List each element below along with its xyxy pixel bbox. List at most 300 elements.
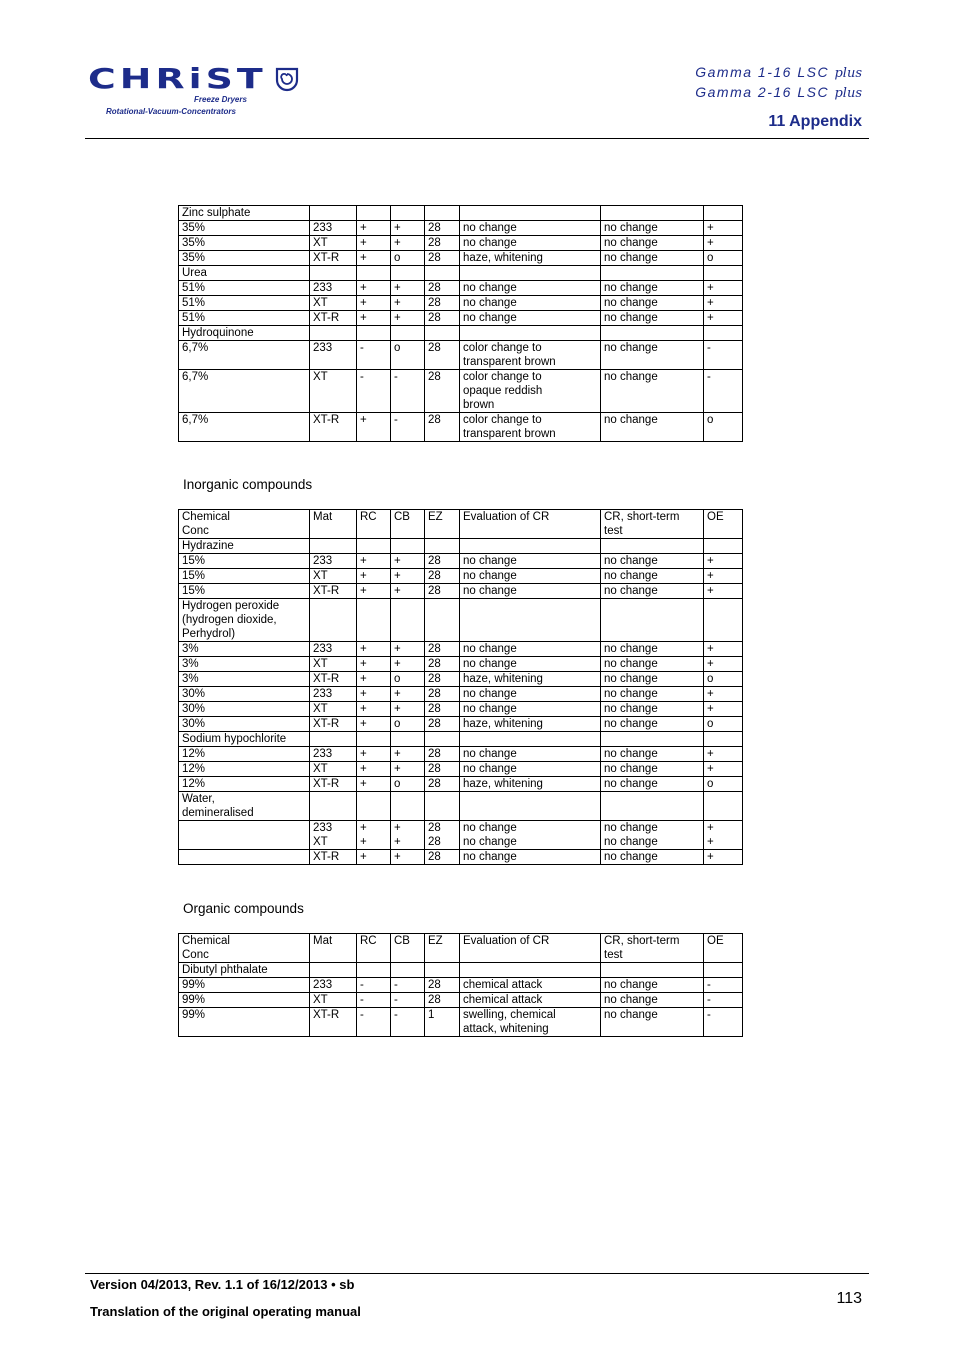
table-cell: + <box>391 702 425 717</box>
table-cell: XT-R <box>310 251 357 266</box>
table-cell: + <box>357 569 391 584</box>
table-cell <box>310 732 357 747</box>
table-cell: + <box>704 296 743 311</box>
logo-wordmark: CHRiST <box>88 62 267 95</box>
table-cell <box>704 326 743 341</box>
table-cell: + <box>357 584 391 599</box>
table-cell <box>310 326 357 341</box>
table-cell: + <box>704 311 743 326</box>
table-cell: + <box>391 850 425 865</box>
table-cell: XT <box>310 762 357 777</box>
table-cell: XT-R <box>310 413 357 442</box>
table-header-cell: Chemical Conc <box>179 934 310 963</box>
table-cell: + <box>391 657 425 672</box>
table-row <box>179 777 743 792</box>
table-cell <box>391 792 425 821</box>
table-cell: + <box>704 569 743 584</box>
table-cell: + <box>704 687 743 702</box>
organic-compounds-heading: Organic compounds <box>183 901 304 916</box>
table-cell <box>601 326 704 341</box>
table-cell: no change <box>601 762 704 777</box>
table-cell: 28 28 <box>425 821 460 850</box>
table-cell: haze, whitening <box>460 777 601 792</box>
table-cell <box>704 963 743 978</box>
table-cell: no change <box>601 672 704 687</box>
table-header-cell: Mat <box>310 510 357 539</box>
table-cell: + <box>357 747 391 762</box>
table-cell: no change <box>601 978 704 993</box>
table-cell: XT-R <box>310 717 357 732</box>
table-cell <box>704 266 743 281</box>
table-cell: 28 <box>425 251 460 266</box>
table-cell <box>704 539 743 554</box>
table-header-cell: RC <box>357 934 391 963</box>
footer-translation-note: Translation of the original operating manual <box>90 1304 361 1319</box>
table-cell <box>460 266 601 281</box>
page-number: 113 <box>836 1290 862 1307</box>
table-cell: 28 <box>425 281 460 296</box>
table-cell: + <box>391 281 425 296</box>
table-cell: + <box>357 762 391 777</box>
table-cell: no change <box>601 993 704 1008</box>
table-cell <box>179 850 310 865</box>
table-cell: + <box>391 584 425 599</box>
table-cell: 28 <box>425 413 460 442</box>
table-cell: no change <box>601 747 704 762</box>
table-cell: swelling, chemical attack, whitening <box>460 1008 601 1037</box>
table-cell: 28 <box>425 221 460 236</box>
table-cell: no change <box>601 657 704 672</box>
table-cell: + <box>357 777 391 792</box>
table-cell: 12% <box>179 777 310 792</box>
table-cell: Hydroquinone <box>179 326 310 341</box>
table-cell: 233 <box>310 341 357 370</box>
table-cell: no change <box>460 311 601 326</box>
table-row <box>179 569 743 584</box>
organic-compounds-table <box>178 933 743 1037</box>
table-row <box>179 732 743 747</box>
table-cell: 3% <box>179 657 310 672</box>
table-header-cell: CB <box>391 934 425 963</box>
table-cell: 12% <box>179 747 310 762</box>
table-cell: o <box>391 717 425 732</box>
table-cell <box>704 732 743 747</box>
table-cell: + <box>357 672 391 687</box>
table-header-cell: OE <box>704 510 743 539</box>
table-cell <box>391 266 425 281</box>
table-cell: no change <box>601 642 704 657</box>
table-cell: 233 XT <box>310 821 357 850</box>
table-cell: no change <box>460 584 601 599</box>
table-row <box>179 821 743 850</box>
table-cell <box>601 599 704 642</box>
table-cell <box>460 599 601 642</box>
table-cell <box>460 539 601 554</box>
table-cell <box>425 732 460 747</box>
table-row <box>179 978 743 993</box>
table-cell: 28 <box>425 657 460 672</box>
table-cell: + <box>391 311 425 326</box>
table-cell: XT <box>310 296 357 311</box>
table-cell: no change <box>601 281 704 296</box>
table-cell <box>310 599 357 642</box>
table-cell: 233 <box>310 554 357 569</box>
table-cell: 1 <box>425 1008 460 1037</box>
table-cell <box>425 326 460 341</box>
table-row <box>179 657 743 672</box>
table-row <box>179 554 743 569</box>
table-cell: - <box>704 978 743 993</box>
table-cell <box>391 963 425 978</box>
table-cell: no change <box>601 687 704 702</box>
table-cell <box>601 732 704 747</box>
table-cell <box>601 266 704 281</box>
table-cell: 233 <box>310 281 357 296</box>
table-cell: 233 <box>310 221 357 236</box>
table-cell: 6,7% <box>179 341 310 370</box>
table-cell <box>601 963 704 978</box>
table-cell: 233 <box>310 642 357 657</box>
table-row <box>179 993 743 1008</box>
table-cell: o <box>391 777 425 792</box>
table-cell: XT <box>310 657 357 672</box>
table-cell: + <box>704 221 743 236</box>
table-row <box>179 717 743 732</box>
product-line-1-plus: plus <box>834 66 862 81</box>
table-cell: XT-R <box>310 672 357 687</box>
table-row <box>179 311 743 326</box>
table-cell: o <box>704 777 743 792</box>
table-cell: + <box>357 850 391 865</box>
table-cell: no change <box>460 281 601 296</box>
product-line-2-text: Gamma 2-16 LSC <box>695 84 830 100</box>
table-cell: Water, demineralised <box>179 792 310 821</box>
table-row <box>179 266 743 281</box>
table-cell: + + <box>704 821 743 850</box>
table-cell: XT <box>310 569 357 584</box>
table-header-cell: OE <box>704 934 743 963</box>
table-header-row <box>179 934 743 963</box>
table-cell: o <box>704 717 743 732</box>
table-cell: 3% <box>179 672 310 687</box>
table-row <box>179 762 743 777</box>
table-cell: 6,7% <box>179 370 310 413</box>
table-cell: no change <box>601 236 704 251</box>
table-cell: - <box>391 1008 425 1037</box>
table-cell <box>460 792 601 821</box>
table-cell: 28 <box>425 370 460 413</box>
table-cell: no change <box>460 657 601 672</box>
table-cell: Dibutyl phthalate <box>179 963 310 978</box>
table-cell <box>391 326 425 341</box>
table-cell: o <box>704 413 743 442</box>
table-cell: + <box>391 687 425 702</box>
table-cell: 35% <box>179 221 310 236</box>
table-cell: + <box>704 642 743 657</box>
table-cell: o <box>704 251 743 266</box>
table-cell: 28 <box>425 569 460 584</box>
table-cell: 12% <box>179 762 310 777</box>
table-cell <box>425 539 460 554</box>
table-cell <box>460 206 601 221</box>
table-cell: no change <box>601 1008 704 1037</box>
table-row <box>179 672 743 687</box>
table-cell: no change <box>601 850 704 865</box>
table-cell: + <box>704 702 743 717</box>
table-cell: + <box>357 281 391 296</box>
table-cell: haze, whitening <box>460 251 601 266</box>
table-header-cell: CR, short-term test <box>601 934 704 963</box>
table-cell: no change <box>601 702 704 717</box>
table-row <box>179 206 743 221</box>
logo-subtitle-rvc: Rotational-Vacuum-Concentrators <box>106 107 236 116</box>
table-cell: no change <box>601 569 704 584</box>
table-cell: - <box>357 1008 391 1037</box>
table-cell <box>704 206 743 221</box>
table-cell: 35% <box>179 236 310 251</box>
table-cell: XT <box>310 702 357 717</box>
table-row <box>179 221 743 236</box>
table-cell: no change <box>601 296 704 311</box>
table-cell: 28 <box>425 554 460 569</box>
table-cell: 233 <box>310 687 357 702</box>
table-cell: no change <box>601 717 704 732</box>
table-cell: no change <box>601 251 704 266</box>
table-cell: 15% <box>179 584 310 599</box>
table-cell: 30% <box>179 687 310 702</box>
table-cell: XT-R <box>310 1008 357 1037</box>
table-cell: 28 <box>425 311 460 326</box>
inorganic-compounds-heading: Inorganic compounds <box>183 477 313 492</box>
table-cell: haze, whitening <box>460 672 601 687</box>
table-cell: chemical attack <box>460 978 601 993</box>
table-cell: + <box>704 236 743 251</box>
table-cell: 35% <box>179 251 310 266</box>
inorganic-compounds-table <box>178 509 743 865</box>
table-cell: Urea <box>179 266 310 281</box>
table-header-cell: Evaluation of CR <box>460 510 601 539</box>
table-cell: - <box>357 341 391 370</box>
table-cell: 28 <box>425 687 460 702</box>
table-cell <box>357 539 391 554</box>
table-cell: no change <box>460 687 601 702</box>
table-cell: 28 <box>425 642 460 657</box>
table-cell: + <box>357 296 391 311</box>
table-cell: + <box>391 569 425 584</box>
logo-spiral-icon <box>274 66 300 92</box>
table-cell: + <box>704 554 743 569</box>
table-cell: - <box>704 341 743 370</box>
table-cell: + <box>391 747 425 762</box>
table-cell: + <box>357 236 391 251</box>
table-cell: 28 <box>425 850 460 865</box>
product-line-1-text: Gamma 1-16 LSC <box>695 64 830 80</box>
table-cell: + + <box>391 821 425 850</box>
table-header-cell: CB <box>391 510 425 539</box>
footer-rule <box>85 1273 869 1274</box>
table-cell: o <box>391 251 425 266</box>
table-cell: XT <box>310 993 357 1008</box>
table-cell <box>425 599 460 642</box>
table-cell: 30% <box>179 717 310 732</box>
table-row <box>179 792 743 821</box>
table-cell: - <box>357 370 391 413</box>
table-cell: no change <box>460 569 601 584</box>
table-cell: + <box>357 221 391 236</box>
table-row <box>179 850 743 865</box>
table-cell: + <box>357 311 391 326</box>
table-header-row <box>179 510 743 539</box>
table-cell: + <box>391 296 425 311</box>
table-header-cell: EZ <box>425 934 460 963</box>
table-cell <box>425 963 460 978</box>
table-cell: o <box>704 672 743 687</box>
table-cell: no change <box>601 777 704 792</box>
table-cell: + <box>357 554 391 569</box>
table-cell: + <box>391 554 425 569</box>
table-cell: + <box>357 717 391 732</box>
table-cell: no change <box>601 554 704 569</box>
table-cell <box>391 539 425 554</box>
table-row <box>179 251 743 266</box>
table-row <box>179 370 743 413</box>
table-cell <box>425 266 460 281</box>
table-cell: + <box>704 747 743 762</box>
table-cell: 28 <box>425 762 460 777</box>
table-cell: color change to transparent brown <box>460 341 601 370</box>
table-cell: 15% <box>179 554 310 569</box>
table-cell: XT-R <box>310 850 357 865</box>
table-cell: - <box>704 370 743 413</box>
table-cell: - <box>704 993 743 1008</box>
table-cell <box>357 792 391 821</box>
table-row <box>179 642 743 657</box>
table-cell <box>310 266 357 281</box>
table-cell: 28 <box>425 296 460 311</box>
table-cell: 15% <box>179 569 310 584</box>
table-cell: no change <box>460 236 601 251</box>
table-cell <box>357 326 391 341</box>
table-cell <box>391 599 425 642</box>
table-cell: + <box>391 221 425 236</box>
table-cell <box>460 326 601 341</box>
table-row <box>179 296 743 311</box>
table-cell: + <box>704 281 743 296</box>
table-row <box>179 963 743 978</box>
table-cell: no change <box>601 221 704 236</box>
table-header-cell: Chemical Conc <box>179 510 310 539</box>
table-cell: 28 <box>425 584 460 599</box>
table-cell: XT <box>310 370 357 413</box>
footer-version: Version 04/2013, Rev. 1.1 of 16/12/2013 • sb <box>90 1277 355 1292</box>
table-cell: + <box>704 762 743 777</box>
table-cell: + <box>357 251 391 266</box>
table-cell: no change no change <box>460 821 601 850</box>
table-row <box>179 281 743 296</box>
table-cell: 99% <box>179 993 310 1008</box>
table-cell: + <box>357 657 391 672</box>
table-cell <box>357 599 391 642</box>
table-cell: - <box>391 993 425 1008</box>
table-cell: 28 <box>425 236 460 251</box>
table-cell <box>391 732 425 747</box>
table-cell: 28 <box>425 993 460 1008</box>
table-cell <box>704 599 743 642</box>
table-cell: chemical attack <box>460 993 601 1008</box>
table-cell: XT-R <box>310 777 357 792</box>
table-cell: XT-R <box>310 311 357 326</box>
table-cell <box>357 963 391 978</box>
table-cell <box>357 266 391 281</box>
table-cell: o <box>391 672 425 687</box>
table-cell <box>425 792 460 821</box>
table-cell: 3% <box>179 642 310 657</box>
table-cell: no change <box>601 341 704 370</box>
table-row <box>179 1008 743 1037</box>
table-cell: + <box>357 687 391 702</box>
table-cell: 51% <box>179 311 310 326</box>
table-cell: 28 <box>425 341 460 370</box>
table-cell <box>179 821 310 850</box>
table-header-cell: Mat <box>310 934 357 963</box>
table-cell: no change <box>460 702 601 717</box>
table-cell: no change <box>460 296 601 311</box>
table-cell: 28 <box>425 672 460 687</box>
table-cell: 51% <box>179 296 310 311</box>
table-header-cell: Evaluation of CR <box>460 934 601 963</box>
table-cell: - <box>391 370 425 413</box>
table-cell: Zinc sulphate <box>179 206 310 221</box>
table-cell: no change <box>601 311 704 326</box>
table-cell: + <box>704 657 743 672</box>
table-cell <box>391 206 425 221</box>
table-cell: no change <box>460 747 601 762</box>
table-cell <box>460 963 601 978</box>
table-cell: 28 <box>425 717 460 732</box>
table-cell: Hydrazine <box>179 539 310 554</box>
table-cell: Hydrogen peroxide (hydrogen dioxide, Perhydrol) <box>179 599 310 642</box>
product-line-2-plus: plus <box>834 86 862 101</box>
table-cell: - <box>357 978 391 993</box>
table-cell: no change <box>460 554 601 569</box>
table-cell: no change no change <box>601 821 704 850</box>
table-cell: + <box>704 584 743 599</box>
table-row <box>179 702 743 717</box>
table-header-cell: RC <box>357 510 391 539</box>
table-cell: color change to transparent brown <box>460 413 601 442</box>
product-line-2 <box>695 84 862 101</box>
table-cell: XT-R <box>310 584 357 599</box>
table-cell: 99% <box>179 978 310 993</box>
table-cell: 233 <box>310 747 357 762</box>
table-cell <box>357 206 391 221</box>
table-cell: + <box>704 850 743 865</box>
table-cell: no change <box>460 850 601 865</box>
table-cell: color change to opaque reddish brown <box>460 370 601 413</box>
table-cell: + <box>391 642 425 657</box>
table-cell: 28 <box>425 978 460 993</box>
product-line-1 <box>695 64 862 81</box>
table-header-cell: CR, short-term test <box>601 510 704 539</box>
section-title: 11 Appendix <box>768 113 862 130</box>
table-cell: o <box>391 341 425 370</box>
table-cell: + <box>391 762 425 777</box>
table-cell: + + <box>357 821 391 850</box>
table-row <box>179 326 743 341</box>
table-cell <box>310 539 357 554</box>
table-cell: + <box>391 236 425 251</box>
table-cell: no change <box>601 584 704 599</box>
